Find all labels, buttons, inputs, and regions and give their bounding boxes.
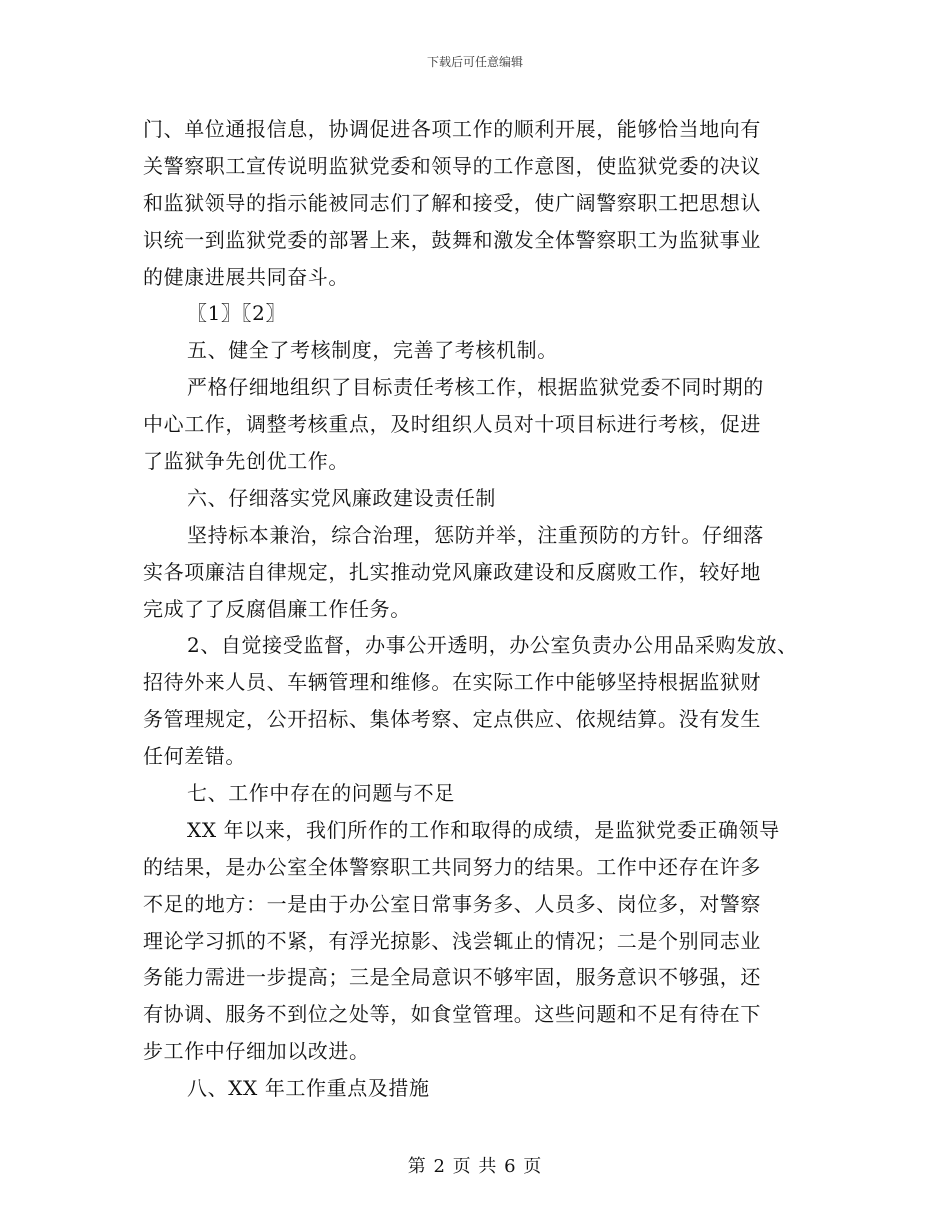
text-line: 任何差错。 — [143, 744, 246, 769]
document-body — [143, 111, 823, 1107]
text-line: 门、单位通报信息，协调促进各项工作的顺利开展，能够恰当地向有 — [143, 117, 761, 141]
text-line: 实各项廉洁自律规定，扎实推动党风廉政建设和反腐败工作，较好地 — [143, 559, 761, 584]
text-line: 六、仔细落实党风廉政建设责任制 — [187, 485, 496, 510]
text-line: 识统一到监狱党委的部署上来，鼓舞和激发全体警察职工为监狱事业 — [143, 227, 761, 252]
text-line: 中心工作，调整考核重点，及时组织人员对十项目标进行考核，促进 — [143, 412, 761, 437]
text-line: 七、工作中存在的问题与不足 — [187, 781, 455, 806]
text-line: 五、健全了考核制度，完善了考核机制。 — [187, 338, 558, 363]
text-line: 务能力需进一步提高；三是全局意识不够牢固，服务意识不够强，还 — [143, 965, 761, 990]
text-line: XX 年以来，我们所作的工作和取得的成绩，是监狱党委正确领导 — [187, 817, 780, 842]
text-line: 2、自觉接受监督，办事公开透明，办公室负责办公用品采购发放、 — [187, 633, 798, 658]
text-line: 有协调、服务不到位之处等，如食堂管理。这些问题和不足有待在下 — [143, 1002, 761, 1027]
page-header: 下载后可任意编辑 — [426, 55, 523, 69]
text-line: 八、XX 年工作重点及措施 — [187, 1076, 430, 1101]
page-footer: 第 2 页 共 6 页 — [407, 1156, 543, 1177]
text-line: 的健康进展共同奋斗。 — [143, 264, 349, 289]
text-line: 严格仔细地组织了目标责任考核工作，根据监狱党委不同时期的 — [187, 375, 764, 400]
text-line: 步工作中仔细加以改进。 — [143, 1039, 370, 1064]
text-line: 招待外来人员、车辆管理和维修。在实际工作中能够坚持根据监狱财 — [143, 670, 761, 695]
text-line: 〖1〗〖2〗 — [187, 301, 287, 326]
text-line: 务管理规定，公开招标、集体考察、定点供应、依规结算。没有发生 — [143, 707, 761, 732]
text-line: 不足的地方：一是由于办公室日常事务多、人员多、岗位多，对警察 — [143, 891, 761, 916]
text-line: 的结果，是办公室全体警察职工共同努力的结果。工作中还存在许多 — [143, 854, 761, 879]
text-line: 了监狱争先创优工作。 — [143, 449, 349, 474]
text-line: 完成了了反腐倡廉工作任务。 — [143, 596, 411, 621]
text-line: 关警察职工宣传说明监狱党委和领导的工作意图，使监狱党委的决议 — [143, 153, 761, 178]
text-line: 理论学习抓的不紧，有浮光掠影、浅尝辄止的情况；二是个别同志业 — [143, 928, 761, 953]
text-line: 坚持标本兼治，综合治理，惩防并举，注重预防的方针。仔细落 — [187, 522, 764, 547]
text-line: 和监狱领导的指示能被同志们了解和接受，使广阔警察职工把思想认 — [143, 190, 761, 215]
